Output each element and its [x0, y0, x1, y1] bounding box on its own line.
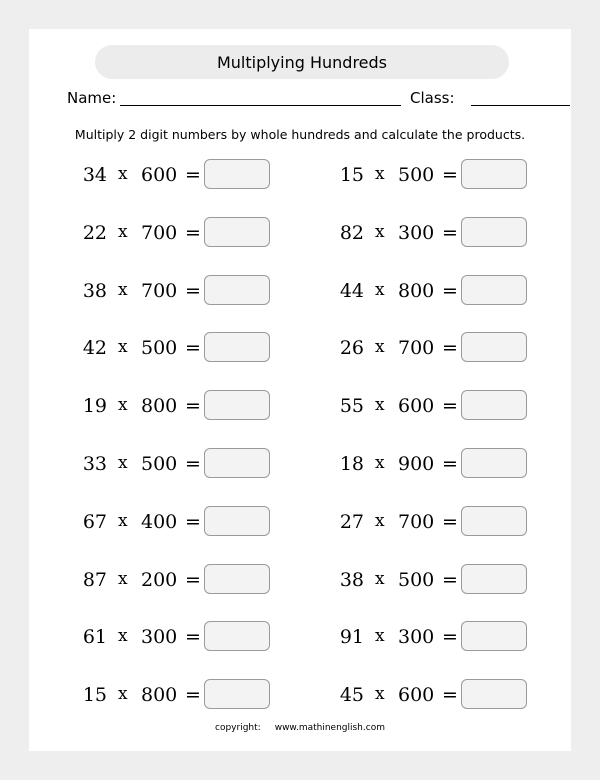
- instructions: Multiply 2 digit numbers by whole hundreds and calculate the products.: [74, 127, 526, 142]
- equals-sign: =: [185, 279, 201, 302]
- equals-sign: =: [185, 164, 201, 186]
- multiplier: 300: [398, 221, 435, 244]
- multiplier: 600: [398, 395, 435, 418]
- answer-box[interactable]: [204, 390, 270, 420]
- multiplier: 500: [398, 164, 435, 186]
- answer-box[interactable]: [204, 448, 270, 478]
- answer-box[interactable]: [461, 679, 527, 709]
- multiplicand: 82: [339, 221, 364, 244]
- times-sign: x: [375, 568, 385, 589]
- times-sign: x: [375, 221, 385, 242]
- problem-row: [81, 564, 281, 622]
- multiplier: 500: [398, 568, 435, 591]
- times-sign: x: [118, 510, 128, 531]
- equals-sign: =: [185, 626, 201, 649]
- equals-sign: =: [442, 395, 458, 418]
- multiplier: 800: [141, 684, 178, 707]
- multiplicand: 42: [82, 337, 107, 360]
- problem-row: [338, 506, 538, 564]
- equals-sign: =: [442, 337, 458, 360]
- multiplicand: 15: [82, 684, 107, 707]
- problem-row: [81, 275, 281, 333]
- answer-box[interactable]: [461, 159, 527, 189]
- times-sign: x: [375, 452, 385, 473]
- answer-box[interactable]: [204, 621, 270, 651]
- multiplicand: 15: [339, 164, 364, 186]
- multiplier: 300: [141, 626, 178, 649]
- times-sign: x: [118, 626, 128, 647]
- class-label: Class:: [410, 89, 455, 107]
- copyright-footer: [29, 723, 571, 733]
- problem-row: [338, 448, 538, 506]
- equals-sign: =: [442, 164, 458, 186]
- equals-sign: =: [185, 221, 201, 244]
- name-class-row: [67, 87, 537, 111]
- copyright-site: www.mathinenglish.com: [274, 723, 385, 733]
- multiplicand: 19: [82, 395, 107, 418]
- answer-box[interactable]: [204, 332, 270, 362]
- equals-sign: =: [442, 452, 458, 475]
- times-sign: x: [375, 337, 385, 358]
- answer-box[interactable]: [461, 390, 527, 420]
- equals-sign: =: [442, 568, 458, 591]
- times-sign: x: [118, 395, 128, 416]
- problem-row: [338, 275, 538, 333]
- equals-sign: =: [185, 510, 201, 533]
- worksheet-title-text: Multiplying Hundreds: [216, 52, 388, 72]
- equals-sign: =: [185, 395, 201, 418]
- right-problem-column: [338, 159, 538, 737]
- equals-sign: =: [442, 221, 458, 244]
- answer-box[interactable]: [461, 564, 527, 594]
- times-sign: x: [375, 510, 385, 531]
- multiplier: 700: [398, 510, 435, 533]
- left-problem-column: [81, 159, 281, 737]
- multiplier: 500: [141, 337, 178, 360]
- multiplicand: 44: [339, 279, 364, 302]
- answer-box[interactable]: [204, 159, 270, 189]
- multiplicand: 67: [82, 510, 107, 533]
- problem-row: [338, 217, 538, 275]
- answer-box[interactable]: [461, 217, 527, 247]
- equals-sign: =: [442, 684, 458, 707]
- times-sign: x: [375, 395, 385, 416]
- multiplicand: 26: [339, 337, 364, 360]
- multiplicand: 61: [82, 626, 107, 649]
- multiplicand: 22: [82, 221, 107, 244]
- multiplier: 600: [141, 164, 178, 186]
- multiplicand: 34: [82, 164, 107, 186]
- multiplicand: 55: [339, 395, 364, 418]
- times-sign: x: [375, 626, 385, 647]
- worksheet-title: [95, 45, 509, 79]
- answer-box[interactable]: [204, 564, 270, 594]
- multiplier: 700: [398, 337, 435, 360]
- class-field[interactable]: [471, 105, 570, 106]
- answer-box[interactable]: [204, 217, 270, 247]
- multiplier: 800: [141, 395, 178, 418]
- times-sign: x: [118, 684, 128, 705]
- multiplier: 900: [398, 452, 435, 475]
- multiplicand: 45: [339, 684, 364, 707]
- problem-row: [81, 390, 281, 448]
- worksheet-page: [29, 29, 571, 751]
- copyright-label: copyright:: [215, 723, 261, 733]
- answer-box[interactable]: [204, 679, 270, 709]
- times-sign: x: [375, 684, 385, 705]
- problem-row: [338, 159, 538, 217]
- problem-row: [338, 332, 538, 390]
- equals-sign: =: [442, 279, 458, 302]
- problem-row: [81, 506, 281, 564]
- equals-sign: =: [442, 510, 458, 533]
- multiplicand: 91: [339, 626, 364, 649]
- multiplicand: 38: [339, 568, 364, 591]
- answer-box[interactable]: [461, 332, 527, 362]
- times-sign: x: [118, 279, 128, 300]
- name-label: Name:: [67, 89, 117, 107]
- problem-row: [81, 332, 281, 390]
- problem-row: [338, 621, 538, 679]
- multiplier: 200: [141, 568, 178, 591]
- multiplicand: 33: [82, 452, 107, 475]
- multiplicand: 18: [339, 452, 364, 475]
- equals-sign: =: [185, 684, 201, 707]
- times-sign: x: [118, 568, 128, 589]
- times-sign: x: [375, 279, 385, 300]
- problem-row: [338, 564, 538, 622]
- multiplier: 700: [141, 279, 178, 302]
- multiplier: 400: [141, 510, 178, 533]
- problem-row: [81, 159, 281, 217]
- multiplicand: 38: [82, 279, 107, 302]
- equals-sign: =: [442, 626, 458, 649]
- problem-row: [338, 390, 538, 448]
- multiplier: 700: [141, 221, 178, 244]
- answer-box[interactable]: [204, 506, 270, 536]
- multiplier: 300: [398, 626, 435, 649]
- equals-sign: =: [185, 568, 201, 591]
- times-sign: x: [118, 164, 128, 184]
- times-sign: x: [118, 452, 128, 473]
- answer-box[interactable]: [461, 275, 527, 305]
- answer-box[interactable]: [461, 506, 527, 536]
- equals-sign: =: [185, 452, 201, 475]
- equals-sign: =: [185, 337, 201, 360]
- problem-row: [81, 217, 281, 275]
- multiplicand: 87: [82, 568, 107, 591]
- problem-row: [81, 621, 281, 679]
- multiplier: 600: [398, 684, 435, 707]
- multiplicand: 27: [339, 510, 364, 533]
- multiplier: 800: [398, 279, 435, 302]
- answer-box[interactable]: [461, 621, 527, 651]
- answer-box[interactable]: [461, 448, 527, 478]
- times-sign: x: [118, 337, 128, 358]
- problem-row: [81, 448, 281, 506]
- multiplier: 500: [141, 452, 178, 475]
- answer-box[interactable]: [204, 275, 270, 305]
- times-sign: x: [118, 221, 128, 242]
- times-sign: x: [375, 164, 385, 184]
- name-field[interactable]: [120, 105, 401, 106]
